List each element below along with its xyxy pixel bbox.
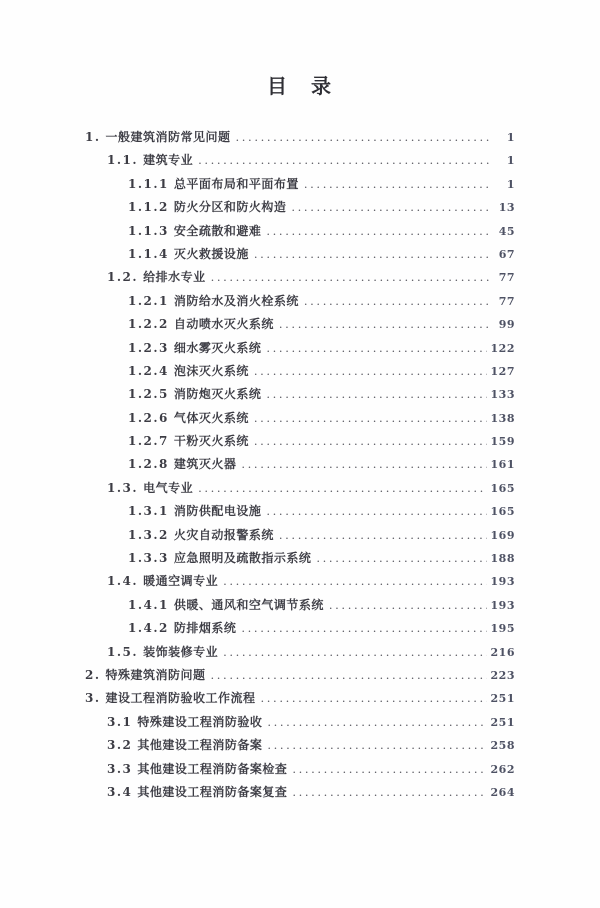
toc-entry-title: 电气专业 xyxy=(143,480,194,495)
toc-entry-title: 其他建设工程消防备案检查 xyxy=(137,761,288,776)
toc-entry-number: 1.5. xyxy=(107,644,139,659)
toc-entry xyxy=(85,687,515,710)
toc-leader-dots xyxy=(292,781,486,804)
toc-entry xyxy=(85,477,515,500)
toc-entry-number: 3.1 xyxy=(107,714,133,729)
toc-entry-number: 1.3. xyxy=(107,480,139,495)
toc-entry-title: 火灾自动报警系统 xyxy=(173,527,274,542)
toc-entry xyxy=(85,220,515,243)
toc-entry-title: 建筑灭火器 xyxy=(173,457,237,472)
toc-entry-number: 1.2.8 xyxy=(128,457,169,472)
toc-entry xyxy=(85,430,515,453)
toc-page-number: 161 xyxy=(490,458,515,472)
toc-entry-number: 1.2.2 xyxy=(128,317,169,332)
toc-entry-title: 装饰装修专业 xyxy=(143,644,219,659)
toc-page-number: 258 xyxy=(490,739,515,753)
toc-leader-dots xyxy=(254,243,491,266)
toc-entry xyxy=(85,664,515,687)
toc-leader-dots xyxy=(304,290,491,313)
toc-entry xyxy=(85,594,515,617)
toc-leader-dots xyxy=(236,126,491,149)
toc-leader-dots xyxy=(241,617,486,640)
toc-page-number: 45 xyxy=(498,224,515,238)
toc-page-number: 264 xyxy=(490,785,515,799)
toc-page-number: 1 xyxy=(506,131,515,144)
toc-entry-title: 建筑专业 xyxy=(143,153,194,168)
toc-entry-title: 暖通空调专业 xyxy=(143,574,219,589)
toc-entry-number: 1.3.1 xyxy=(128,504,169,519)
toc-page-number: 67 xyxy=(498,247,515,261)
toc-page-number: 251 xyxy=(490,715,515,729)
toc-entry-number: 2. xyxy=(85,667,101,682)
toc-leader-dots xyxy=(223,570,486,593)
toc-entry xyxy=(85,126,515,149)
toc-page-number: 122 xyxy=(490,341,515,355)
toc-leader-dots xyxy=(291,196,491,219)
toc-page-number: 216 xyxy=(490,645,515,659)
toc-entry xyxy=(85,149,515,172)
toc-leader-dots xyxy=(254,407,487,430)
toc-entry xyxy=(85,781,515,804)
toc-page-number: 262 xyxy=(490,762,515,776)
toc-entry xyxy=(85,290,515,313)
toc-entry-title: 特殊建设工程消防验收 xyxy=(137,714,263,729)
toc-entry-number: 1.2.5 xyxy=(128,387,169,402)
toc-entry xyxy=(85,617,515,640)
toc-leader-dots xyxy=(279,524,487,547)
toc-entry-title: 建设工程消防验收工作流程 xyxy=(105,691,256,706)
toc-entry xyxy=(85,243,515,266)
toc-entry xyxy=(85,570,515,593)
toc-entry-title: 消防炮灭火系统 xyxy=(173,387,262,402)
toc-entry xyxy=(85,337,515,360)
toc-entry-title: 泡沫灭火系统 xyxy=(173,363,249,378)
toc-page-number: 1 xyxy=(506,154,515,168)
toc-leader-dots xyxy=(329,594,487,617)
toc-entry-number: 1.2.6 xyxy=(128,410,169,425)
toc-leader-dots xyxy=(198,149,491,172)
toc-leader-dots xyxy=(267,734,486,757)
toc-entry xyxy=(85,360,515,383)
toc-entry-title: 干粉灭火系统 xyxy=(173,434,249,449)
toc-entry-number: 1. xyxy=(85,130,101,144)
toc-page-number: 193 xyxy=(490,575,515,589)
toc-entry-title: 其他建设工程消防备案 xyxy=(137,738,263,753)
toc-entry-number: 3.4 xyxy=(107,784,133,799)
toc-leader-dots xyxy=(266,337,486,360)
toc-leader-dots xyxy=(211,266,491,289)
toc-page-number: 77 xyxy=(498,294,515,308)
toc-leader-dots xyxy=(266,500,486,523)
toc-entry-title: 特殊建筑消防问题 xyxy=(105,667,206,682)
toc-page-number: 193 xyxy=(490,598,515,612)
toc-entry xyxy=(85,711,515,734)
toc-page-number: 165 xyxy=(490,505,515,519)
toc-entry-number: 1.4.1 xyxy=(128,597,169,612)
toc-page-number: 138 xyxy=(490,411,515,425)
toc-leader-dots xyxy=(292,758,486,781)
toc-leader-dots xyxy=(304,173,491,196)
toc-entry-number: 1.2.3 xyxy=(128,340,169,355)
toc-entry-title: 自动喷水灭火系统 xyxy=(173,317,274,332)
toc-entry-title: 气体灭火系统 xyxy=(173,410,249,425)
page-title: 目 录 xyxy=(267,74,333,98)
toc-leader-dots xyxy=(316,547,486,570)
toc-leader-dots xyxy=(261,687,487,710)
toc-entry-number: 1.4.2 xyxy=(128,621,169,636)
toc-entry xyxy=(85,313,515,336)
toc-page-number: 99 xyxy=(498,318,515,332)
toc-page-number: 127 xyxy=(490,364,515,378)
toc-entry-title: 防火分区和防火构造 xyxy=(173,200,287,215)
toc-leader-dots xyxy=(266,383,486,406)
toc-entry xyxy=(85,266,515,289)
toc-entry-number: 3. xyxy=(85,691,101,706)
toc-page-number: 77 xyxy=(498,271,515,285)
toc-page-number: 188 xyxy=(490,552,515,566)
toc-entry-number: 1.3.2 xyxy=(128,527,169,542)
toc-entry-title: 给排水专业 xyxy=(143,270,206,285)
toc-page-number: 223 xyxy=(490,668,515,682)
toc-entry-title: 灭火救援设施 xyxy=(173,246,249,261)
toc-page-number: 251 xyxy=(490,692,515,706)
toc-leader-dots xyxy=(241,453,486,476)
toc-leader-dots xyxy=(279,313,491,336)
toc-page-number: 133 xyxy=(490,388,515,402)
toc-page-number: 169 xyxy=(490,528,515,542)
toc-entry-number: 1.1.4 xyxy=(128,246,169,261)
toc-page-number: 195 xyxy=(490,622,515,636)
toc-page-number: 165 xyxy=(490,481,515,495)
toc-entry xyxy=(85,758,515,781)
toc-entry-title: 总平面布局和平面布置 xyxy=(173,176,299,191)
toc-entry-number: 3.3 xyxy=(107,761,133,776)
toc-leader-dots xyxy=(266,220,491,243)
toc-leader-dots xyxy=(211,664,487,687)
toc-page-number: 159 xyxy=(490,435,515,449)
toc-entry xyxy=(85,453,515,476)
toc-entry-title: 应急照明及疏散指示系统 xyxy=(173,551,312,566)
toc-entry-number: 1.1. xyxy=(107,153,139,168)
toc-entry-number: 1.1.3 xyxy=(128,223,169,238)
toc-leader-dots xyxy=(198,477,486,500)
toc-entry-title: 细水雾灭火系统 xyxy=(173,340,262,355)
toc-entry xyxy=(85,196,515,219)
toc-entry-number: 1.2.4 xyxy=(128,363,169,378)
toc-entry-number: 1.3.3 xyxy=(128,551,169,566)
toc-entry xyxy=(85,641,515,664)
toc-entry-title: 安全疏散和避难 xyxy=(173,223,262,238)
toc-entry xyxy=(85,734,515,757)
toc-entry-title: 其他建设工程消防备案复查 xyxy=(137,784,288,799)
toc-entry-number: 1.2. xyxy=(107,270,139,285)
toc-entry-number: 1.1.1 xyxy=(128,176,169,191)
toc-entry-title: 防排烟系统 xyxy=(173,621,237,636)
toc-entry xyxy=(85,383,515,406)
toc-entry-title: 消防供配电设施 xyxy=(173,504,262,519)
toc-entry xyxy=(85,547,515,570)
toc-entry-title: 供暖、通风和空气调节系统 xyxy=(173,597,324,612)
toc-entry xyxy=(85,524,515,547)
toc-entry-number: 1.4. xyxy=(107,574,139,589)
toc-leader-dots xyxy=(254,430,487,453)
toc-entry xyxy=(85,500,515,523)
toc-entry-number: 1.2.7 xyxy=(128,434,169,449)
toc-leader-dots xyxy=(223,641,486,664)
toc-page-number: 1 xyxy=(506,177,515,191)
toc-leader-dots xyxy=(267,711,486,734)
toc-entry-title: 一般建筑消防常见问题 xyxy=(105,130,231,144)
toc-entry-number: 1.1.2 xyxy=(128,200,169,215)
toc-leader-dots xyxy=(254,360,487,383)
toc-page-number: 13 xyxy=(498,201,515,215)
toc-entry-number: 3.2 xyxy=(107,738,133,753)
table-of-contents xyxy=(0,126,600,804)
toc-entry xyxy=(85,407,515,430)
toc-entry-title: 消防给水及消火栓系统 xyxy=(173,293,299,308)
toc-entry xyxy=(85,173,515,196)
toc-entry-number: 1.2.1 xyxy=(128,293,169,308)
